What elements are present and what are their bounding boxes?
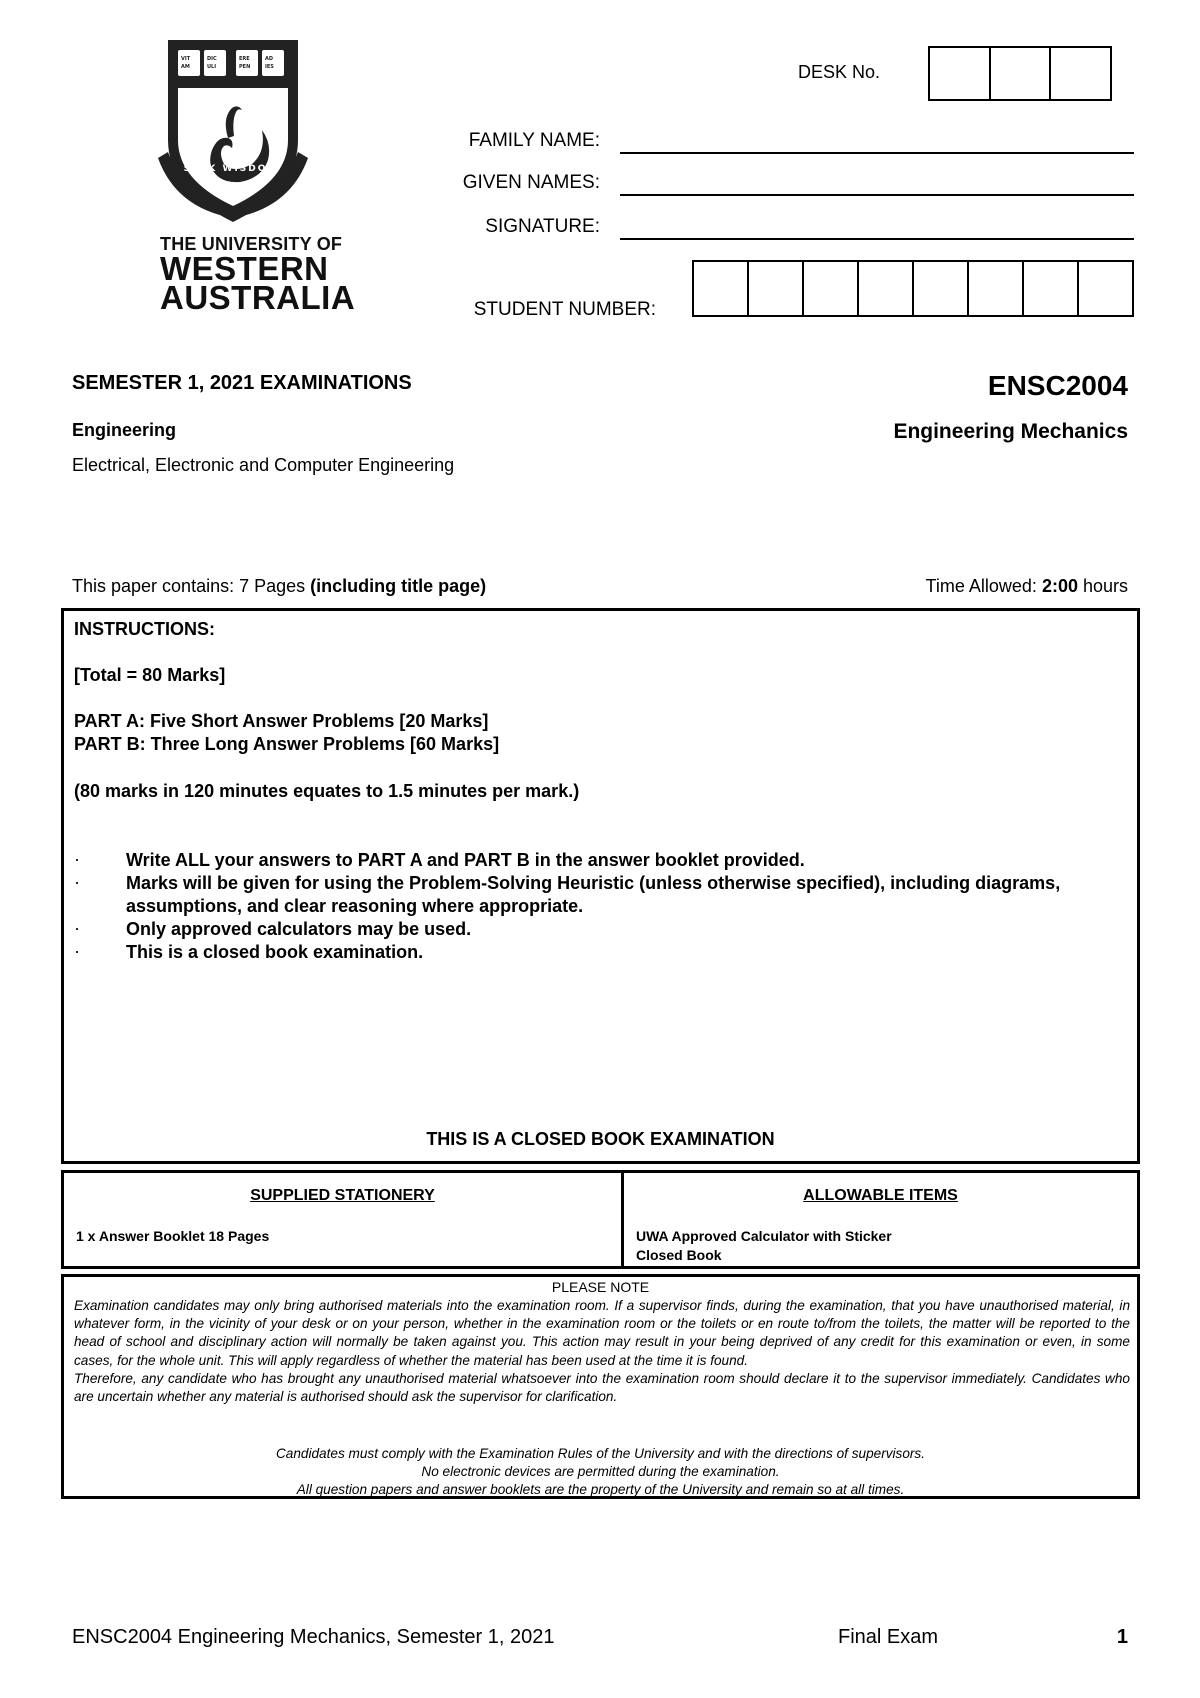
student-number-box[interactable] xyxy=(969,262,1024,315)
desk-number-boxes[interactable] xyxy=(928,46,1112,101)
uwa-crest-logo xyxy=(148,40,318,222)
exam-semester: SEMESTER 1, 2021 EXAMINATIONS xyxy=(72,372,412,394)
time-allowed-suffix: hours xyxy=(1077,576,1128,596)
student-number-box[interactable] xyxy=(914,262,969,315)
pages-info-text: This paper contains: 7 Pages xyxy=(72,576,311,596)
supplied-stationery-column xyxy=(64,1173,624,1266)
page-number: 1 xyxy=(1116,1626,1128,1648)
student-number-box[interactable] xyxy=(1079,262,1132,315)
unit-title: Engineering Mechanics xyxy=(893,420,1128,443)
please-note-box xyxy=(61,1274,1140,1499)
bullet-dot: · xyxy=(74,941,80,961)
desk-number-box[interactable] xyxy=(930,48,991,99)
closed-book-notice: THIS IS A CLOSED BOOK EXAMINATION xyxy=(426,1129,775,1149)
please-note-paragraph: Examination candidates may only bring authorised materials into the examination room. If a supervisor finds, during the examination, that you have unauthorised material, in whatever form, in the vicinity of your desk or on your person, whether in the examination room or the toilets or en route to/from the toilets, the matter will be reported to the head of school and disciplinary action will normally be taken against you. This action may result in your being deprived of any credit for this examination or even, in some cases, for the whole unit. This will apply regardless of whether the material has been used at the time it is found. xyxy=(74,1298,1130,1368)
desk-number-box[interactable] xyxy=(1051,48,1110,99)
given-names-field[interactable] xyxy=(620,194,1134,196)
pages-info-bold: (including title page) xyxy=(310,576,487,596)
allowable-item: Closed Book xyxy=(636,1247,722,1263)
bullet-dot: · xyxy=(74,849,80,869)
university-name-line2: WESTERN xyxy=(160,250,329,287)
crest-motto: SEEK WISDOM xyxy=(183,164,279,174)
svg-text:DIC: DIC xyxy=(207,56,217,62)
allowable-items-column xyxy=(624,1173,1137,1266)
signature-label: SIGNATURE: xyxy=(485,216,600,237)
allowable-item: UWA Approved Calculator with Sticker xyxy=(636,1228,892,1244)
footer-unit: ENSC2004 Engineering Mechanics, Semester 1, 2021 xyxy=(72,1626,555,1648)
instruction-bullet-text: This is a closed book examination. xyxy=(126,942,424,962)
svg-text:ERE: ERE xyxy=(239,56,250,62)
stationery-box xyxy=(61,1170,1140,1269)
allowable-items-heading: ALLOWABLE ITEMS xyxy=(803,1187,958,1204)
pages-info xyxy=(72,576,486,597)
exam-rule: Candidates must comply with the Examination Rules of the University and with the directions of supervisors. xyxy=(275,1446,926,1461)
instructions-heading: INSTRUCTIONS: xyxy=(74,619,215,639)
svg-text:PEN: PEN xyxy=(239,64,251,70)
desk-number-label: DESK No. xyxy=(797,62,880,82)
svg-text:ULI: ULI xyxy=(207,64,217,70)
student-number-box[interactable] xyxy=(1024,262,1079,315)
family-name-field[interactable] xyxy=(620,152,1134,154)
student-number-boxes[interactable] xyxy=(692,260,1134,317)
exam-rule: All question papers and answer booklets are the property of the University and remain so at all times. xyxy=(296,1482,905,1498)
exam-faculty: Engineering xyxy=(72,420,177,440)
instruction-bullet-text: Marks will be given for using the Problem-Solving Heuristic (unless otherwise specified), including diagrams, assumptions, and clear reasoning where appropriate. xyxy=(126,873,1061,916)
student-number-label: STUDENT NUMBER: xyxy=(473,299,656,320)
bullet-dot: · xyxy=(74,872,80,892)
desk-number-box[interactable] xyxy=(991,48,1052,99)
student-number-box[interactable] xyxy=(859,262,914,315)
instruction-bullet-text: Write ALL your answers to PART A and PART B in the answer booklet provided. xyxy=(126,850,805,870)
signature-field[interactable] xyxy=(620,238,1134,240)
instructions-total: [Total = 80 Marks] xyxy=(74,665,226,685)
university-name-line3: AUSTRALIA xyxy=(160,279,356,316)
given-names-label: GIVEN NAMES: xyxy=(462,172,600,193)
student-number-box[interactable] xyxy=(694,262,749,315)
svg-text:AM: AM xyxy=(181,64,190,70)
family-name-label: FAMILY NAME: xyxy=(468,130,600,151)
instruction-bullet-text: Only approved calculators may be used. xyxy=(126,919,472,939)
footer-exam-type: Final Exam xyxy=(838,1626,939,1648)
time-allowed-prefix: Time Allowed: xyxy=(925,576,1042,596)
student-number-box[interactable] xyxy=(749,262,804,315)
student-number-box[interactable] xyxy=(804,262,859,315)
instructions-box xyxy=(61,608,1140,1164)
time-allowed-value: 2:00 xyxy=(1041,576,1078,596)
instructions-part-b: PART B: Three Long Answer Problems [60 Marks] xyxy=(74,734,500,754)
time-allowed xyxy=(926,576,1128,597)
bullet-dot: · xyxy=(74,918,80,938)
svg-text:IES: IES xyxy=(265,64,274,70)
please-note-paragraph: Therefore, any candidate who has brought any unauthorised material whatsoever into the examination room should declare it to the supervisor immediately. Candidates who are uncertain whether any material is authorised should ask the supervisor for clarification. xyxy=(74,1370,1130,1405)
supplied-stationery-heading: SUPPLIED STATIONERY xyxy=(250,1187,435,1204)
exam-rules xyxy=(64,1445,1137,1500)
exam-rule: No electronic devices are permitted during the examination. xyxy=(421,1464,780,1480)
supplied-item: 1 x Answer Booklet 18 Pages xyxy=(76,1228,270,1244)
please-note-heading: PLEASE NOTE xyxy=(551,1279,650,1295)
instructions-rate: (80 marks in 120 minutes equates to 1.5 minutes per mark.) xyxy=(74,781,580,801)
university-name-line1: THE UNIVERSITY OF xyxy=(160,234,343,254)
svg-text:AD: AD xyxy=(265,56,274,62)
please-note-body xyxy=(74,1297,1130,1406)
exam-department: Electrical, Electronic and Computer Engineering xyxy=(72,455,455,475)
unit-code: ENSC2004 xyxy=(987,370,1128,401)
instructions-part-a: PART A: Five Short Answer Problems [20 Marks] xyxy=(74,711,489,731)
svg-text:VIT: VIT xyxy=(181,56,191,62)
